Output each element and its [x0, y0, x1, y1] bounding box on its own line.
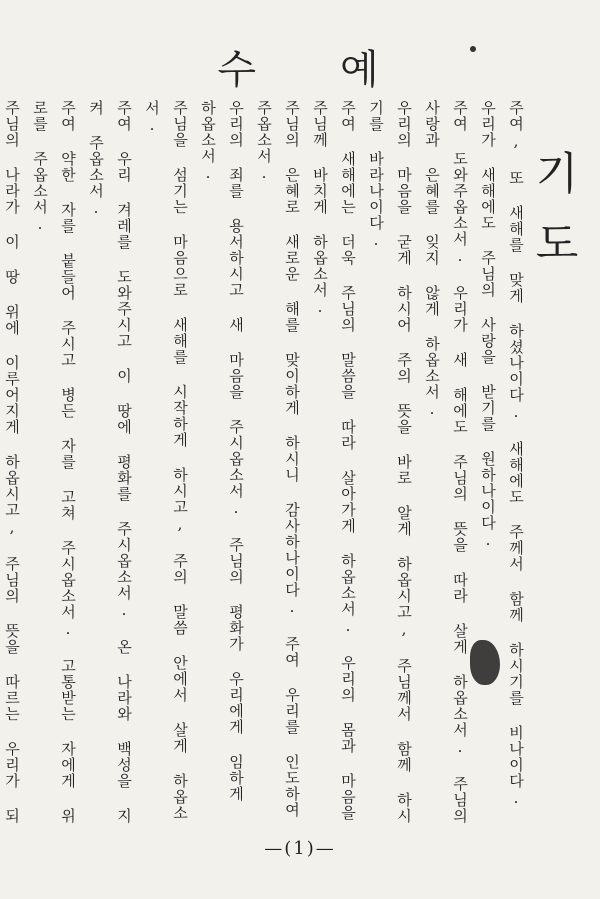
- paragraph-5: 주님의 은혜로 새로운 해를 맞이하게 하시니 감사하나이다. 주여 우리를 인도하여 주옵소서.: [255, 100, 301, 818]
- page-header: [0, 36, 600, 96]
- header-right-char: 예: [340, 46, 383, 93]
- header-left-char: 수: [217, 46, 260, 93]
- paragraph-8: 주여 우리 겨레를 도와주시고 이 땅에 평화를 주시옵소서. 온 나라와 백성을 지켜 주옵소서.: [87, 100, 133, 824]
- page-number: —(1)—: [264, 838, 336, 859]
- paragraph-6: 우리의 죄를 용서하시고 새 마음을 주시옵소서. 주님의 평화가 우리에게 임하게 하옵소서.: [199, 100, 245, 802]
- paragraph-2: 주여 도와주옵소서. 우리가 새 해에도 주님의 뜻을 따라 살게 하옵소서. 주님의 사랑과 은혜를 잊지 않게 하옵소서.: [423, 100, 469, 824]
- paragraph-10: 주님의 나라가 이 땅 위에 이루어지게 하옵시고, 주님의 뜻을 따르는 우리가 되: [3, 100, 21, 824]
- prayer-body: [3, 100, 530, 830]
- paragraph-3: 우리의 마음을 굳게 하시어 주의 뜻을 바로 알게 하옵시고, 주님께서 함께 하시기를 바라나이다.: [367, 100, 413, 824]
- paragraph-9: 주여 약한 자를 붙들어 주시고 병든 자를 고쳐 주시옵소서. 고통받는 자에게 위로를 주옵소서.: [31, 100, 77, 824]
- paragraph-7: 주님을 섬기는 마음으로 새해를 시작하게 하시고, 주의 말씀 안에서 살게 하옵소서.: [143, 100, 189, 821]
- prayer-title: 기도: [527, 150, 578, 290]
- paragraph-4: 주여 새해에는 더욱 주님의 말씀을 따라 살아가게 하옵소서. 우리의 몸과 마음을 주님께 바치게 하옵소서.: [311, 100, 357, 821]
- header-dot: [470, 46, 476, 52]
- paragraph-1: 주여, 또 새해를 맞게 하셨나이다. 새해에도 주께서 함께 하시기를 비나이다. 우리가 새해에도 주님의 사랑을 받기를 원하나이다.: [479, 100, 525, 808]
- ink-stain: [470, 640, 500, 685]
